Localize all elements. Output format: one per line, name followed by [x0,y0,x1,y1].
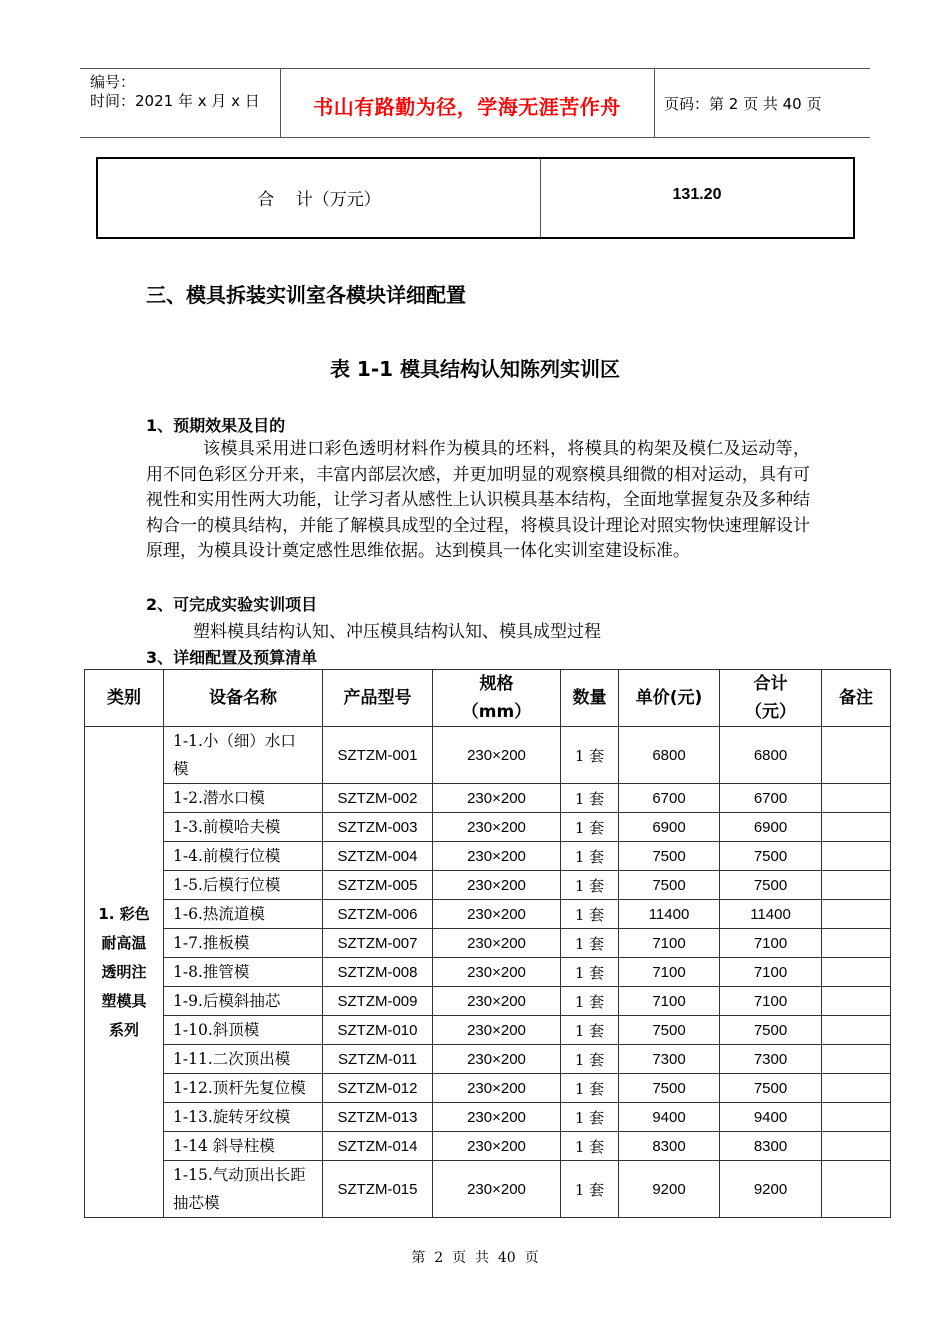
cell-model: SZTZM-008 [323,958,433,987]
cell-price: 7300 [619,1045,720,1074]
cell-name: 1-8.推管模 [164,958,323,987]
cell-name: 1-12.顶杆先复位模 [164,1074,323,1103]
category-line: 系列 [108,1020,139,1039]
cell-price: 7500 [619,842,720,871]
table-row [85,1016,891,1045]
cell-price: 7100 [619,987,720,1016]
cell-spec: 230×200 [433,1074,561,1103]
subheading-config: 3、详细配置及预算清单 [146,648,318,667]
cell-price: 6900 [619,813,720,842]
cell-qty: 1 套 [561,929,619,958]
cell-name-line2: 抽芯模 [173,1194,220,1212]
cell-price: 7500 [619,1074,720,1103]
cell-total: 7100 [720,958,822,987]
cell-total: 11400 [720,900,822,929]
table-row [85,1161,891,1218]
cell-price: 8300 [619,1132,720,1161]
cell-spec: 230×200 [433,813,561,842]
cell-qty: 1 套 [561,813,619,842]
cell-model: SZTZM-010 [323,1016,433,1045]
header-name: 设备名称 [164,670,323,727]
table-title: 表 1-1 模具结构认知陈列实训区 [329,357,621,381]
cell-note [822,1161,891,1218]
cell-total: 7100 [720,987,822,1016]
cell-name: 1-10.斜顶模 [164,1016,323,1045]
cell-total: 6900 [720,813,822,842]
subheading-projects: 2、可完成实验实训项目 [146,595,318,614]
header-spec-line1: 规格 [479,674,514,694]
category-line: 透明注 [101,962,147,981]
cell-qty: 1 套 [561,1132,619,1161]
cell-total: 7300 [720,1045,822,1074]
cell-name: 1-14 斜导柱模 [164,1132,323,1161]
cell-model: SZTZM-015 [323,1161,433,1218]
header-note: 备注 [822,670,891,727]
total-box [96,157,855,239]
cell-model: SZTZM-005 [323,871,433,900]
cell-model: SZTZM-009 [323,987,433,1016]
cell-spec: 230×200 [433,842,561,871]
cell-model: SZTZM-006 [323,900,433,929]
cell-model: SZTZM-012 [323,1074,433,1103]
cell-name-line1: 1-15.气动顶出长距 [173,1166,306,1184]
table-row [85,987,891,1016]
cell-spec: 230×200 [433,1045,561,1074]
cell-name [164,1161,323,1218]
cell-spec: 230×200 [433,1016,561,1045]
cell-note [822,871,891,900]
cell-qty: 1 套 [561,1016,619,1045]
cell-note [822,813,891,842]
cell-price: 7500 [619,871,720,900]
projects-line: 塑料模具结构认知、冲压模具结构认知、模具成型过程 [193,622,601,642]
cell-name: 1-4.前模行位模 [164,842,323,871]
cell-note [822,1074,891,1103]
table-row [85,958,891,987]
header-model: 产品型号 [323,670,433,727]
cell-total: 7100 [720,929,822,958]
table-row [85,1103,891,1132]
page-header [80,68,870,138]
total-value: 131.20 [672,186,722,203]
cell-total: 9400 [720,1103,822,1132]
page-footer: 第 2 页 共 40 页 [411,1250,539,1266]
category-cell [85,727,164,1218]
cell-qty: 1 套 [561,842,619,871]
cell-qty: 1 套 [561,1045,619,1074]
cell-model: SZTZM-001 [323,727,433,784]
cell-price: 7100 [619,958,720,987]
cell-spec: 230×200 [433,727,561,784]
header-page-info: 页码：第 2 页 共 40 页 [664,95,822,113]
cell-spec: 230×200 [433,1103,561,1132]
cell-name: 1-9.后模斜抽芯 [164,987,323,1016]
category-line: 塑模具 [101,991,147,1010]
cell-note [822,784,891,813]
cell-qty: 1 套 [561,987,619,1016]
cell-note [822,842,891,871]
header-price: 单价(元) [619,670,720,727]
header-category: 类别 [85,670,164,727]
cell-spec: 230×200 [433,929,561,958]
cell-price: 9400 [619,1103,720,1132]
subheading-goals: 1、预期效果及目的 [146,416,286,435]
cell-spec: 230×200 [433,784,561,813]
cell-name: 1-2.潜水口模 [164,784,323,813]
header-spec-line2: （mm） [461,702,532,722]
table-row [85,784,891,813]
cell-qty: 1 套 [561,784,619,813]
category-line: 耐高温 [101,933,147,952]
cell-price: 7500 [619,1016,720,1045]
cell-price: 9200 [619,1161,720,1218]
cell-name: 1-5.后模行位模 [164,871,323,900]
number-label: 编号： [90,73,136,91]
description-paragraph: 该模具采用进口彩色透明材料作为模具的坯料，将模具的构架及模仁及运动等，用不同色彩区分开来，丰富内部层次感，并更加明显的观察模具细微的相对运动，具有可视性和实用性两大功能，让学习者从感性上认识模具基本结构，全面地掌握复杂及多种结构合一的模具结构，并能了解模具成型的全过程，将模具设计理论对照实物快速理解设计原理，为模具设计奠定感性思维依据。达到模具一体化实训室建设标准。 [146,439,810,561]
category-line: 1. 彩色 [98,904,150,923]
time-label: 时间：2021 年 x 月 x 日 [90,92,260,110]
cell-price: 6800 [619,727,720,784]
cell-total: 9200 [720,1161,822,1218]
cell-price: 6700 [619,784,720,813]
cell-spec: 230×200 [433,987,561,1016]
table-row [85,929,891,958]
table-row [85,1045,891,1074]
cell-name: 1-3.前模哈夫模 [164,813,323,842]
config-table [84,669,891,1218]
cell-total: 7500 [720,1074,822,1103]
cell-price: 11400 [619,900,720,929]
total-label: 合 计（万元） [257,190,381,210]
cell-qty: 1 套 [561,1103,619,1132]
cell-note [822,900,891,929]
cell-note [822,1016,891,1045]
cell-note [822,1045,891,1074]
header-motto: 书山有路勤为径，学海无涯苦作舟 [313,95,621,119]
cell-name: 1-13.旋转牙纹模 [164,1103,323,1132]
cell-name: 1-6.热流道模 [164,900,323,929]
cell-total: 6800 [720,727,822,784]
cell-note [822,987,891,1016]
cell-note [822,929,891,958]
cell-name [164,727,323,784]
cell-model: SZTZM-002 [323,784,433,813]
cell-total: 8300 [720,1132,822,1161]
cell-total: 7500 [720,871,822,900]
cell-qty: 1 套 [561,900,619,929]
cell-note [822,727,891,784]
cell-qty: 1 套 [561,1161,619,1218]
header-total [720,670,822,727]
cell-qty: 1 套 [561,958,619,987]
cell-spec: 230×200 [433,1132,561,1161]
cell-spec: 230×200 [433,871,561,900]
table-row [85,900,891,929]
table-row [85,813,891,842]
cell-model: SZTZM-014 [323,1132,433,1161]
header-qty: 数量 [561,670,619,727]
cell-spec: 230×200 [433,1161,561,1218]
cell-qty: 1 套 [561,1074,619,1103]
cell-qty: 1 套 [561,871,619,900]
cell-note [822,1132,891,1161]
header-spec [433,670,561,727]
cell-name: 1-7.推板模 [164,929,323,958]
cell-spec: 230×200 [433,958,561,987]
table-row [85,1074,891,1103]
cell-name-line2: 模 [173,760,189,778]
cell-name: 1-11.二次顶出模 [164,1045,323,1074]
cell-model: SZTZM-004 [323,842,433,871]
header-total-line1: 合计 [753,674,788,694]
cell-note [822,958,891,987]
header-total-line2: （元） [745,702,796,722]
cell-price: 7100 [619,929,720,958]
table-row [85,842,891,871]
cell-total: 6700 [720,784,822,813]
cell-model: SZTZM-007 [323,929,433,958]
table-row [85,871,891,900]
table-header-row [85,670,891,727]
header-divider [654,69,655,137]
cell-total: 7500 [720,1016,822,1045]
header-meta [90,73,260,111]
table-row [85,727,891,784]
cell-qty: 1 套 [561,727,619,784]
cell-spec: 230×200 [433,900,561,929]
cell-name-line1: 1-1.小（细）水口 [173,732,296,750]
cell-note [822,1103,891,1132]
cell-model: SZTZM-003 [323,813,433,842]
table-row [85,1132,891,1161]
cell-model: SZTZM-013 [323,1103,433,1132]
cell-model: SZTZM-011 [323,1045,433,1074]
cell-total: 7500 [720,842,822,871]
section-heading: 三、模具拆装实训室各模块详细配置 [146,283,466,307]
